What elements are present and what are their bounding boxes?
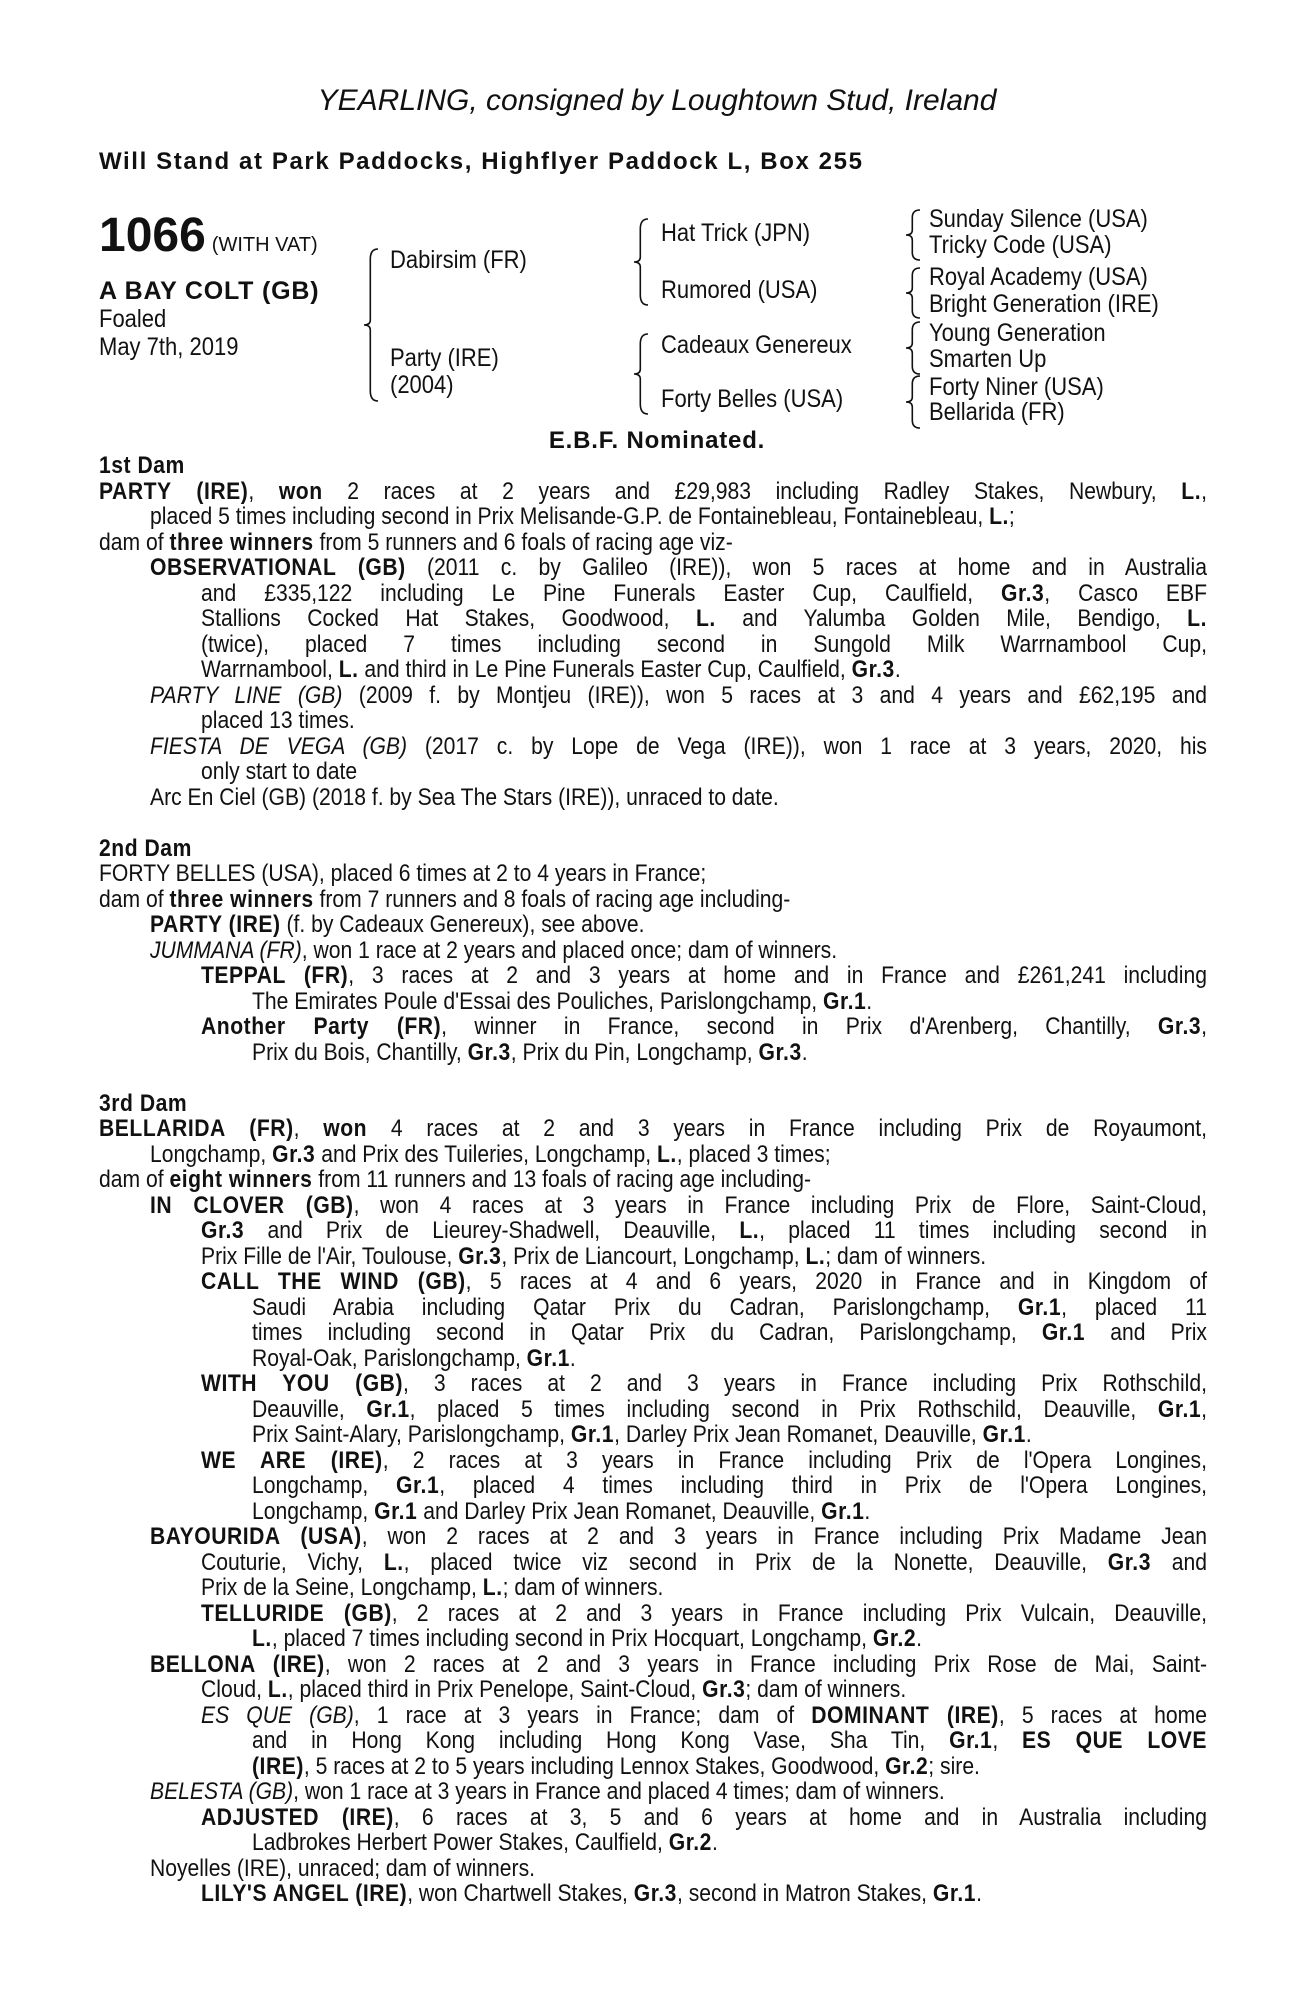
entry-line: [99, 887, 1207, 913]
entry-line: [150, 912, 1207, 938]
bold-run: Gr.3: [1157, 1013, 1202, 1040]
text-run: and in Hong Kong including Hong Kong Vase, Sha Tin,: [252, 1727, 950, 1754]
text-run: times including second in Qatar Prix du Cadran, Parislongchamp,: [252, 1319, 1042, 1346]
text-run: , placed twice viz second in Prix de la Nonette, Deauville,: [403, 1548, 1108, 1576]
entry-line: [150, 1652, 1207, 1678]
entry-line: [252, 989, 1207, 1015]
bold-run: Gr.3: [272, 1140, 316, 1168]
bold-run: won: [278, 477, 323, 505]
pedigree-dam-sire: Cadeaux Genereux: [661, 331, 852, 359]
pedigree-ancestor: Tricky Code (USA): [929, 231, 1112, 259]
text-run: , winner in France, second in Prix d'Arenberg, Chantilly,: [441, 1013, 1158, 1040]
bold-run: WITH YOU (GB): [201, 1370, 404, 1397]
bold-run: Gr.1: [932, 1880, 977, 1907]
bold-run: Gr.1: [949, 1727, 993, 1754]
pedigree-brace-g1: [906, 210, 920, 260]
entry-line: [201, 1703, 1207, 1729]
entry-line: [201, 1575, 1207, 1601]
bold-run: won: [323, 1115, 368, 1142]
pedigree-dam: Party (IRE): [390, 344, 499, 372]
text-run: ,: [1201, 1013, 1208, 1040]
lot-number: [99, 208, 318, 263]
entry-line: [252, 1040, 1207, 1066]
text-run: dam of: [99, 1166, 170, 1193]
section-gap: [0, 1065, 1314, 1091]
entry-line: [201, 606, 1207, 632]
bold-run: Gr.1: [396, 1472, 440, 1499]
entry-line: [150, 555, 1207, 581]
entry-line: [252, 1499, 1207, 1525]
text-run: and: [1150, 1548, 1208, 1576]
text-run: , won 2 races at 2 and 3 years in France including Prix Madame Jean: [361, 1523, 1207, 1550]
bold-run: L.: [252, 1625, 272, 1652]
text-run: Prix Saint-Alary, Parislongchamp,: [252, 1421, 571, 1448]
entry-line: [201, 1244, 1207, 1270]
entry-line: [99, 530, 1207, 556]
italic-run: JUMMANA (FR): [150, 936, 302, 964]
text-run: , Prix de Liancourt, Longchamp,: [501, 1242, 806, 1270]
entry-line: [201, 581, 1207, 607]
text-run: .: [916, 1625, 922, 1652]
text-run: , placed third in Prix Penelope, Saint-Cloud,: [287, 1676, 703, 1703]
italic-run: BELESTA (GB): [150, 1778, 294, 1805]
text-run: ; sire.: [928, 1752, 980, 1780]
text-run: .: [866, 987, 873, 1015]
text-run: .: [864, 1497, 871, 1525]
text-run: Saudi Arabia including Qatar Prix du Cadran, Parislongchamp,: [252, 1293, 1018, 1321]
vat-note: (WITH VAT): [211, 234, 318, 256]
bold-run: Gr.1: [1041, 1319, 1086, 1346]
entry-line: [201, 657, 1207, 683]
text-run: dam of: [99, 885, 170, 913]
text-run: 4 races at 2 and 3 years in France including Prix de Royaumont,: [367, 1115, 1207, 1142]
text-run: , 3 races at 2 and 3 years at home and in France and £261,241 including: [348, 962, 1207, 989]
entry-line: [201, 1601, 1207, 1627]
entry-line: [99, 1167, 1207, 1193]
bold-run: Gr.3: [458, 1242, 502, 1270]
bold-run: TELLURIDE (GB): [201, 1599, 392, 1627]
entry-line: [99, 1116, 1207, 1142]
section-heading: 3rd Dam: [99, 1089, 188, 1117]
entry-line: [252, 1473, 1207, 1499]
entry-line: [201, 1448, 1207, 1474]
pedigree-sire-dam: Rumored (USA): [661, 276, 818, 304]
bold-run: DOMINANT (IRE): [811, 1701, 999, 1729]
entry-line: [201, 963, 1207, 989]
text-run: from 11 runners and 13 foals of racing age including-: [312, 1166, 812, 1193]
section-heading: 2nd Dam: [99, 834, 192, 862]
text-run: , 5 races at home: [998, 1701, 1207, 1729]
text-run: , placed 5 times including second in Prix Rothschild, Deauville,: [409, 1395, 1158, 1423]
text-run: The Emirates Poule d'Essai des Pouliches, Parislongchamp,: [252, 987, 824, 1015]
bold-run: Gr.3: [201, 1217, 245, 1244]
section-gap: [0, 810, 1314, 836]
entry-line: [201, 1218, 1207, 1244]
text-run: ;: [1008, 503, 1015, 530]
bold-run: three winners: [169, 528, 314, 556]
entry-line: [150, 938, 1207, 964]
bold-run: Gr.1: [526, 1344, 570, 1372]
text-run: , won 2 races at 2 and 3 years in France including Prix Rose de Mai, Saint-: [324, 1650, 1208, 1678]
bold-run: Gr.2: [885, 1752, 929, 1780]
pedigree-brace-g3: [906, 322, 920, 374]
text-run: .: [1025, 1421, 1032, 1448]
entry-line: [201, 1014, 1207, 1040]
italic-run: FIESTA DE VEGA (GB): [150, 732, 408, 760]
bold-run: Gr.3: [467, 1038, 511, 1066]
section-heading: 1st Dam: [99, 452, 185, 479]
bold-run: PARTY (IRE): [150, 911, 281, 938]
text-run: .: [894, 656, 901, 683]
text-run: ,: [992, 1727, 1023, 1754]
bold-run: BAYOURIDA (USA): [150, 1523, 362, 1550]
entry-line: [150, 1193, 1207, 1219]
entry-line: [201, 1881, 1207, 1907]
text-run: ,: [293, 1115, 324, 1142]
text-run: Arc En Ciel (GB) (2018 f. by Sea The Stars (IRE)), unraced to date.: [150, 783, 779, 811]
text-run: (f. by Cadeaux Genereux), see above.: [280, 911, 645, 938]
pedigree-brace-g4: [906, 376, 920, 428]
entry-line: [252, 1295, 1207, 1321]
bold-run: L.: [989, 503, 1009, 530]
pedigree-ancestor: Young Generation: [929, 319, 1106, 347]
text-run: , placed 3 times;: [676, 1140, 831, 1168]
bold-run: eight winners: [169, 1166, 313, 1193]
bold-run: Gr.1: [1017, 1293, 1062, 1321]
pedigree-brace-dam: [634, 334, 648, 414]
entry-line: [252, 1320, 1207, 1346]
entry-line: [99, 479, 1207, 505]
text-run: ; dam of winners.: [825, 1242, 987, 1270]
text-run: Prix Fille de l'Air, Toulouse,: [201, 1242, 459, 1270]
entry-line: [201, 1269, 1207, 1295]
text-run: dam of: [99, 528, 170, 556]
text-run: Prix de la Seine, Longchamp,: [201, 1574, 483, 1601]
bold-run: Gr.1: [366, 1395, 410, 1423]
lot-number-value: 1066: [99, 209, 206, 262]
bold-run: L.: [482, 1574, 503, 1601]
text-run: , placed 11: [1061, 1293, 1208, 1321]
entry-line: [150, 504, 1207, 530]
text-run: from 5 runners and 6 foals of racing age viz-: [313, 528, 733, 556]
text-run: , won 4 races at 3 years in France including Prix de Flore, Saint-Cloud,: [353, 1191, 1207, 1219]
text-run: Longchamp,: [252, 1472, 397, 1499]
text-run: (2017 c. by Lope de Vega (IRE)), won 1 race at 3 years, 2020, his: [407, 732, 1207, 760]
text-run: , 6 races at 3, 5 and 6 years at home and in Australia including: [393, 1803, 1207, 1831]
entry-line: [150, 1524, 1207, 1550]
text-run: only start to date: [201, 758, 358, 785]
bold-run: L.: [267, 1676, 288, 1703]
entry-line: [201, 708, 1207, 734]
bold-run: Gr.1: [982, 1421, 1026, 1448]
bold-run: Gr.2: [872, 1625, 917, 1652]
bold-run: Another Party (FR): [201, 1013, 442, 1040]
bold-run: Gr.3: [758, 1038, 802, 1066]
text-run: , won Chartwell Stakes,: [407, 1880, 634, 1907]
text-run: ; dam of winners.: [502, 1574, 664, 1601]
foaled-date: May 7th, 2019: [99, 333, 239, 361]
text-run: , won 1 race at 2 years and placed once; dam of winners.: [301, 936, 838, 964]
text-run: .: [976, 1880, 982, 1907]
text-run: .: [569, 1344, 576, 1372]
text-run: placed 13 times.: [201, 707, 355, 734]
pedigree-sire-sire: Hat Trick (JPN): [661, 219, 811, 247]
pedigree-ancestor: Bellarida (FR): [929, 398, 1065, 426]
text-run: , Prix du Pin, Longchamp,: [510, 1038, 759, 1066]
entry-line: [252, 1626, 1207, 1652]
text-run: Noyelles (IRE), unraced; dam of winners.: [150, 1854, 536, 1882]
text-run: FORTY BELLES (USA), placed 6 times at 2 to 4 years in France;: [99, 860, 707, 887]
text-run: and Prix des Tuileries, Longchamp,: [315, 1140, 657, 1168]
pedigree-dam-year: (2004): [390, 371, 454, 399]
text-run: (2011 c. by Galileo (IRE)), won 5 races at home and in Australia: [405, 554, 1208, 581]
entry-line: [252, 1397, 1207, 1423]
text-run: (twice), placed 7 times including second in Sungold Milk Warrnambool Cup,: [201, 630, 1207, 658]
text-run: and Prix de Lieurey-Shadwell, Deauville,: [244, 1217, 740, 1244]
text-run: Couturie, Vichy,: [201, 1548, 384, 1576]
text-run: , 5 races at 4 and 6 years, 2020 in France and in Kingdom of: [465, 1268, 1208, 1295]
text-run: placed 5 times including second in Prix Melisande-G.P. de Fontainebleau, Fontainebleau,: [150, 503, 990, 530]
text-run: and third in Le Pine Funerals Easter Cup, Caulfield,: [358, 656, 852, 683]
text-run: , 3 races at 2 and 3 years in France including Prix Rothschild,: [403, 1370, 1207, 1397]
text-run: and Prix: [1085, 1319, 1207, 1346]
pedigree-ancestor: Bright Generation (IRE): [929, 290, 1159, 318]
text-run: ,: [1201, 1395, 1207, 1423]
entry-line: [252, 1754, 1207, 1780]
pedigree-ancestor: Royal Academy (USA): [929, 263, 1148, 291]
bold-run: Gr.1: [1157, 1395, 1202, 1423]
bold-run: OBSERVATIONAL (GB): [150, 554, 406, 581]
text-run: ,: [1201, 477, 1207, 505]
text-run: , 2 races at 2 and 3 years in France including Prix Vulcain, Deauville,: [391, 1599, 1207, 1627]
bold-run: WE ARE (IRE): [201, 1446, 383, 1474]
bold-run: L.: [338, 656, 359, 683]
bold-run: three winners: [169, 885, 314, 913]
text-run: (2009 f. by Montjeu (IRE)), won 5 races at 3 and 4 years and £62,195 and: [342, 681, 1207, 709]
entry-line: [201, 759, 1207, 785]
text-run: ,: [248, 477, 279, 505]
bold-run: PARTY (IRE): [99, 477, 249, 505]
text-run: Royal-Oak, Parislongchamp,: [252, 1344, 527, 1372]
text-run: Prix du Bois, Chantilly,: [252, 1038, 468, 1066]
entry-line: [252, 1830, 1207, 1856]
bold-run: L.: [805, 1242, 826, 1270]
entry-line: [150, 734, 1207, 760]
text-run: Deauville,: [252, 1395, 367, 1423]
text-run: , won 1 race at 3 years in France and placed 4 times; dam of winners.: [293, 1778, 945, 1805]
text-run: .: [801, 1038, 808, 1066]
pedigree-ancestor: Sunday Silence (USA): [929, 205, 1148, 233]
bold-run: L.: [695, 605, 716, 632]
foaled-label: Foaled: [99, 305, 167, 333]
bold-run: L.: [739, 1217, 760, 1244]
bold-run: L.: [1187, 605, 1207, 632]
text-run: , Darley Prix Jean Romanet, Deauville,: [614, 1421, 983, 1448]
text-run: Cloud,: [201, 1676, 268, 1703]
text-run: .: [711, 1829, 718, 1856]
entry-line: [201, 1805, 1207, 1831]
entry-line: [150, 1856, 1207, 1882]
bold-run: Gr.3: [702, 1676, 746, 1703]
ebf-nominated: E.B.F. Nominated.: [548, 427, 766, 454]
bold-run: LILY'S ANGEL (IRE): [201, 1880, 408, 1907]
text-run: , placed 11 times including second in: [759, 1217, 1207, 1244]
catalogue-title: YEARLING, consigned by Loughtown Stud, Ireland: [317, 84, 997, 117]
text-run: and £335,122 including Le Pine Funerals Easter Cup, Caulfield,: [201, 579, 1002, 607]
italic-run: ES QUE (GB): [201, 1701, 354, 1729]
text-run: , 2 races at 3 years in France including Prix de l'Opera Longines,: [382, 1446, 1207, 1474]
pedigree-ancestor: Forty Niner (USA): [929, 373, 1104, 401]
bold-run: Gr.3: [1107, 1548, 1151, 1576]
entry-line: [201, 1550, 1207, 1576]
text-run: , placed 4 times including third in Prix de l'Opera Longines,: [439, 1472, 1208, 1499]
entry-line: [201, 1371, 1207, 1397]
italic-run: PARTY LINE (GB): [150, 681, 343, 709]
bold-run: Gr.1: [570, 1421, 615, 1448]
text-run: and Darley Prix Jean Romanet, Deauville,: [417, 1497, 822, 1525]
bold-run: L.: [656, 1140, 677, 1168]
bold-run: L.: [1181, 477, 1202, 505]
pedigree-sire: Dabirsim (FR): [390, 246, 527, 274]
text-run: , second in Matron Stakes,: [676, 1880, 933, 1907]
entry-line: [150, 1779, 1207, 1805]
entry-line: [201, 632, 1207, 658]
pedigree-brace-sire: [634, 219, 648, 305]
dam-sections: [0, 453, 1314, 1907]
pedigree-brace-parents: [364, 249, 378, 401]
bold-run: Gr.3: [851, 656, 895, 683]
text-run: Ladbrokes Herbert Power Stakes, Caulfield,: [252, 1829, 669, 1856]
stand-location: Will Stand at Park Paddocks, Highflyer Paddock L, Box 255: [99, 148, 864, 175]
bold-run: (IRE): [252, 1752, 304, 1780]
entry-line: [150, 683, 1207, 709]
text-run: from 7 runners and 8 foals of racing age including-: [313, 885, 791, 913]
bold-run: ADJUSTED (IRE): [201, 1803, 394, 1831]
text-run: Warrnambool,: [201, 656, 339, 683]
pedigree-ancestor: Smarten Up: [929, 345, 1047, 373]
bold-run: Gr.3: [1001, 579, 1045, 607]
bold-run: ES QUE LOVE: [1022, 1727, 1207, 1754]
text-run: Longchamp,: [252, 1497, 375, 1525]
bold-run: Gr.1: [821, 1497, 865, 1525]
text-run: , Casco EBF: [1044, 579, 1207, 607]
bold-run: IN CLOVER (GB): [150, 1191, 354, 1219]
bold-run: BELLONA (IRE): [150, 1650, 325, 1678]
pedigree-brace-g2: [906, 268, 920, 318]
bold-run: Gr.1: [374, 1497, 418, 1525]
bold-run: L.: [383, 1548, 404, 1576]
text-run: Stallions Cocked Hat Stakes, Goodwood,: [201, 605, 696, 632]
text-run: Longchamp,: [150, 1140, 273, 1168]
bold-run: BELLARIDA (FR): [99, 1115, 294, 1142]
text-run: , 5 races at 2 to 5 years including Lennox Stakes, Goodwood,: [303, 1752, 886, 1780]
text-run: and Yalumba Golden Mile, Bendigo,: [715, 605, 1188, 632]
text-run: ; dam of winners.: [745, 1676, 907, 1703]
text-run: 2 races at 2 years and £29,983 including Radley Stakes, Newbury,: [322, 477, 1182, 505]
bold-run: CALL THE WIND (GB): [201, 1268, 466, 1295]
pedigree-dam-dam: Forty Belles (USA): [661, 385, 844, 413]
entry-line: [252, 1422, 1207, 1448]
text-run: , placed 7 times including second in Prix Hocquart, Longchamp,: [271, 1625, 873, 1652]
entry-line: [150, 1142, 1207, 1168]
entry-line: [201, 1677, 1207, 1703]
entry-line: [252, 1728, 1207, 1754]
lot-description: A BAY COLT (GB): [99, 277, 320, 305]
bold-run: Gr.1: [823, 987, 867, 1015]
bold-run: TEPPAL (FR): [201, 962, 349, 989]
entry-line: [99, 861, 1207, 887]
entry-line: [252, 1346, 1207, 1372]
text-run: , 1 race at 3 years in France; dam of: [353, 1701, 812, 1729]
entry-line: [150, 785, 1207, 811]
bold-run: Gr.2: [668, 1829, 712, 1856]
bold-run: Gr.3: [633, 1880, 677, 1907]
